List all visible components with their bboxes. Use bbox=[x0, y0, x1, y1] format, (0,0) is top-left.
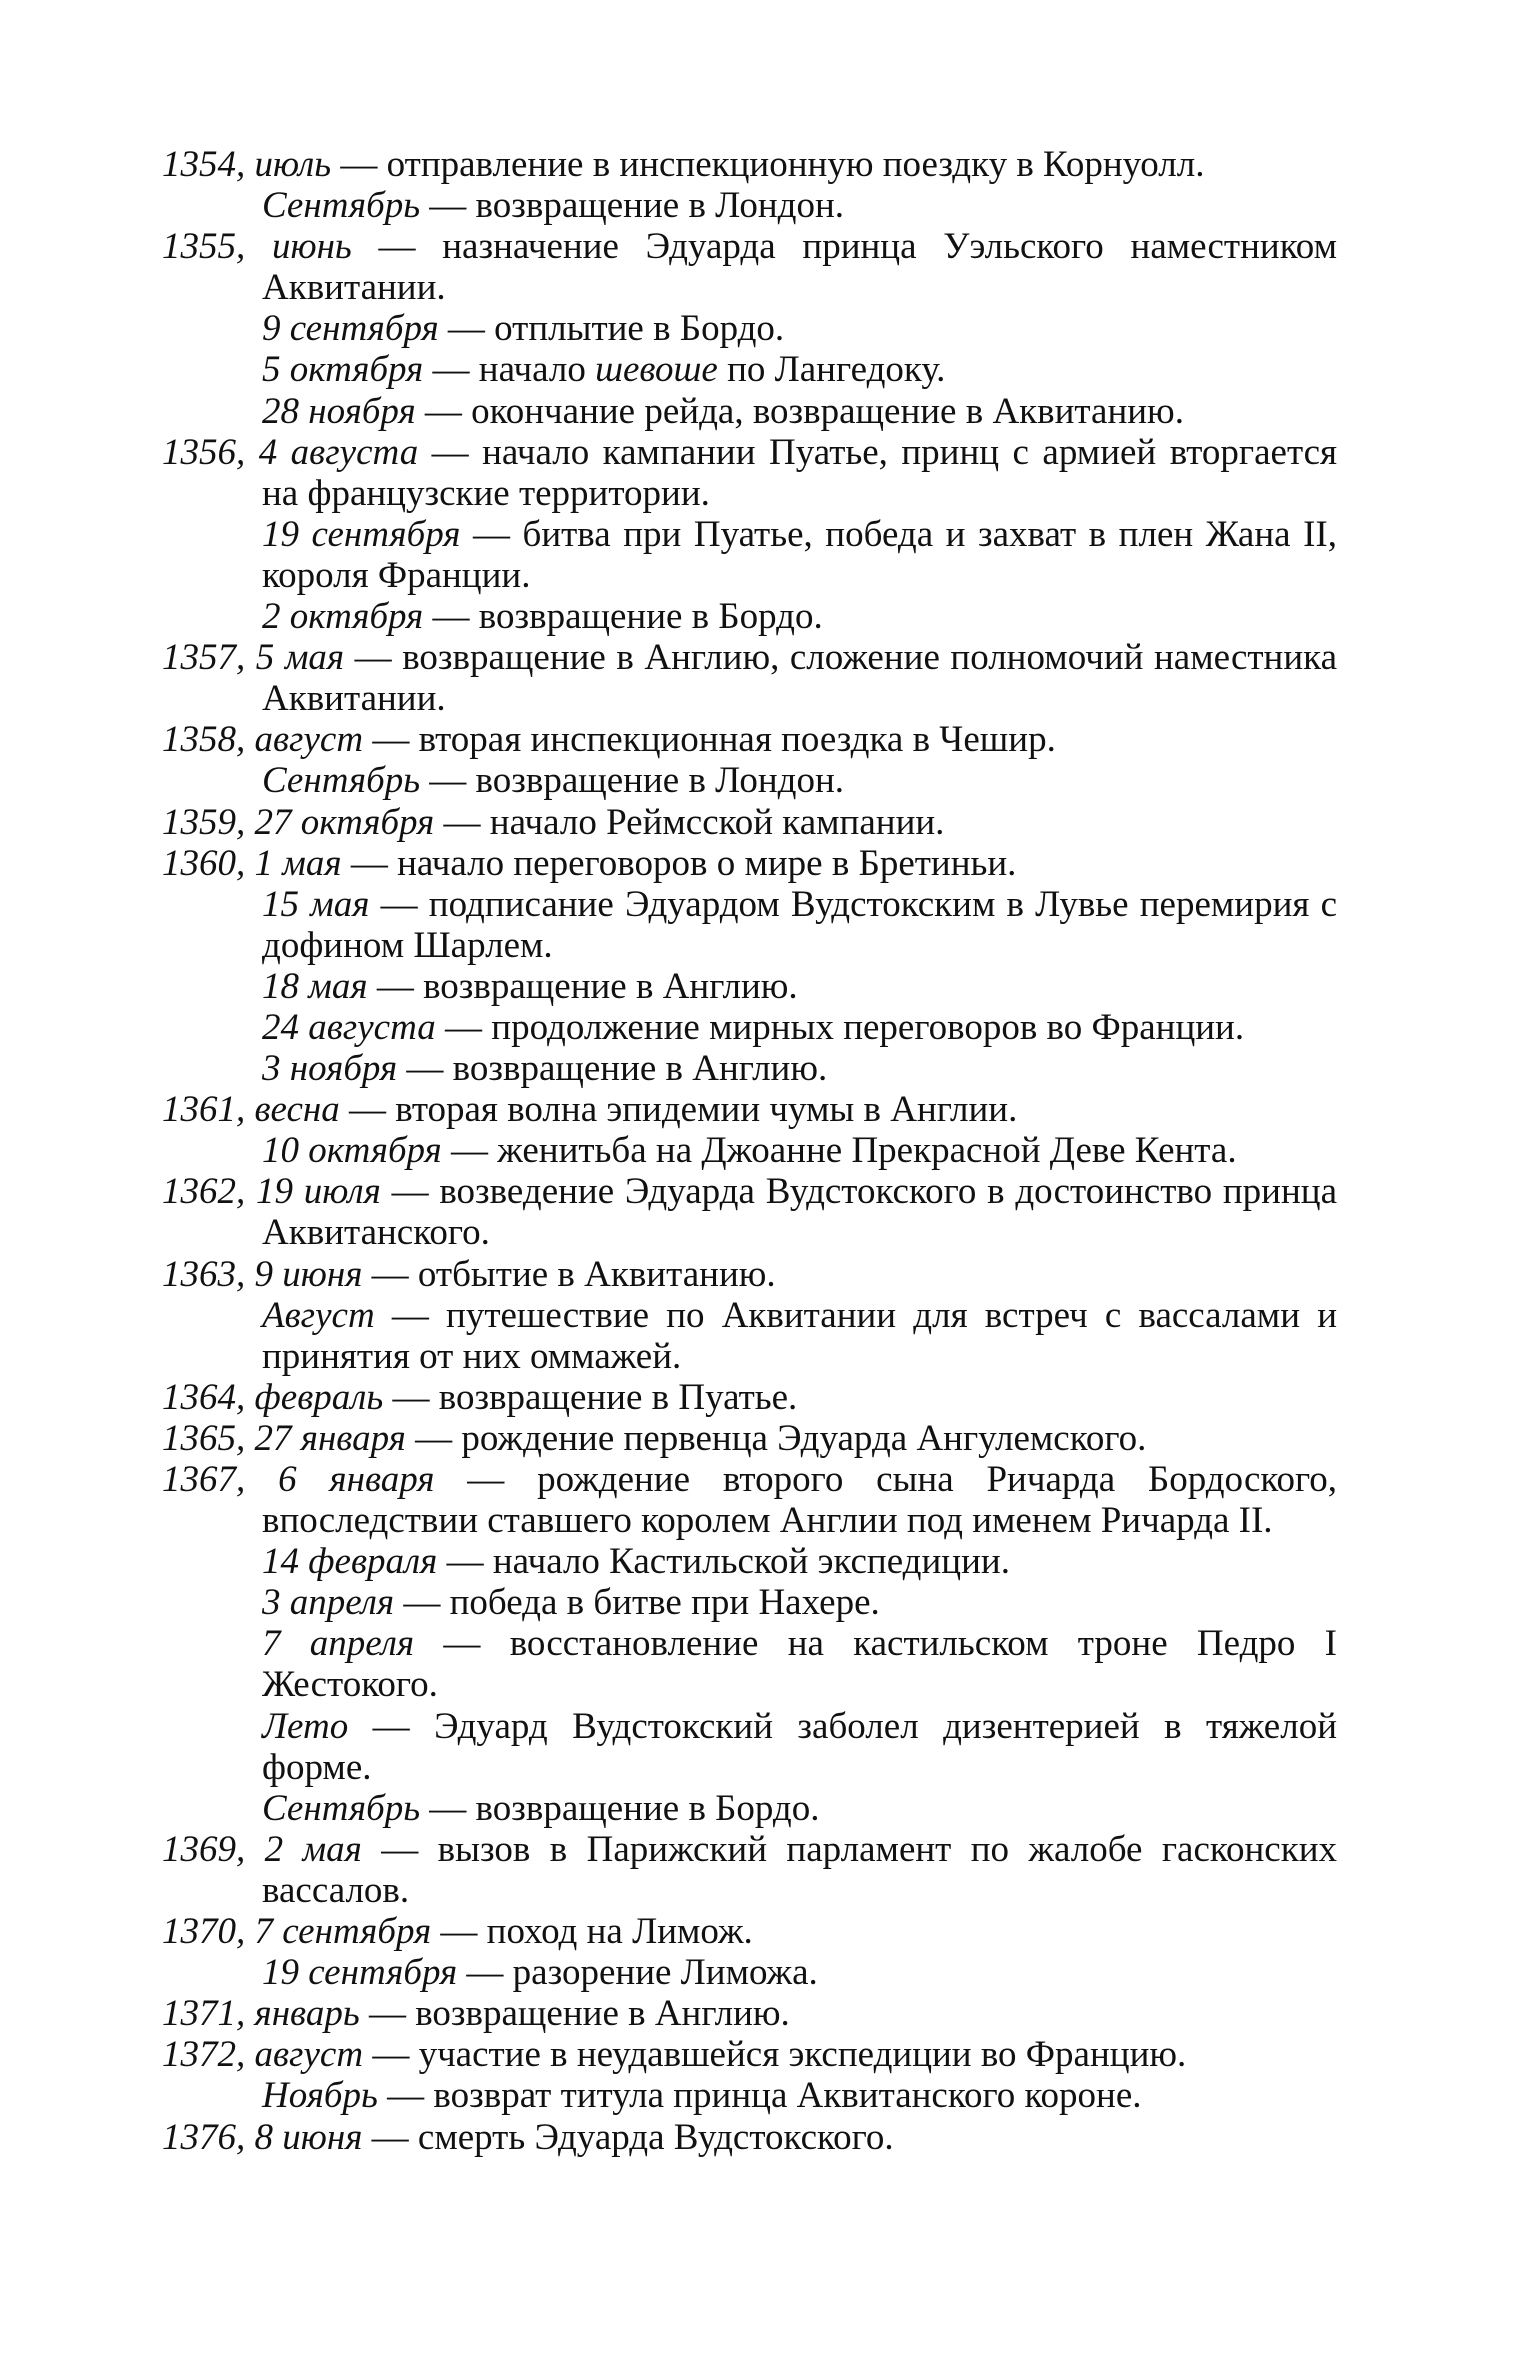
chronology-sub-entry bbox=[162, 966, 1337, 1007]
entry-date: 1363, 9 июня bbox=[162, 1253, 363, 1295]
chronology-sub-entry bbox=[162, 308, 1337, 349]
entry-text: — рождение второго сына Ричарда Бордоского, впоследствии ставшего королем Англии под именем Ричарда II. bbox=[262, 1459, 1337, 1542]
chronology-year-entry bbox=[162, 432, 1337, 514]
entry-text: — возведение Эдуарда Вудстокского в достоинство принца Аквитанского. bbox=[262, 1171, 1337, 1254]
entry-text: — возвращение в Лондон. bbox=[420, 185, 845, 227]
entry-text: — Эдуард Вудстокский заболел дизентерией в тяжелой форме. bbox=[262, 1705, 1337, 1788]
entry-text: — возвращение в Англию, сложение полномочий наместника Аквитании. bbox=[262, 637, 1337, 720]
chronology-year-entry bbox=[162, 719, 1337, 760]
entry-date: Сентябрь bbox=[262, 1787, 421, 1829]
chronology-sub-entry bbox=[162, 1541, 1337, 1582]
entry-date: 2 октября bbox=[262, 596, 424, 638]
entry-date: Сентябрь bbox=[262, 760, 421, 802]
chronology-year-entry bbox=[162, 843, 1337, 884]
entry-text-continued: по Лангедоку. bbox=[717, 349, 946, 391]
entry-date: 1356, 4 августа bbox=[162, 431, 419, 473]
chronology-year-entry bbox=[162, 144, 1337, 185]
entry-date: 3 апреля bbox=[262, 1582, 395, 1624]
chronology-sub-entry bbox=[162, 1706, 1337, 1788]
entry-text: — вторая инспекционная поездка в Чешир. bbox=[363, 719, 1056, 761]
entry-date: 1358, август bbox=[162, 719, 364, 761]
chronology-year-entry bbox=[162, 1418, 1337, 1459]
entry-text: — возвращение в Англию. bbox=[367, 965, 798, 1007]
entry-date: 3 ноября bbox=[262, 1048, 398, 1090]
entry-text: — рождение первенца Эдуарда Ангулемского. bbox=[405, 1417, 1147, 1459]
entry-text: — начало Кастильской экспедиции. bbox=[437, 1541, 1010, 1583]
chronology-list bbox=[162, 144, 1337, 2158]
chronology-sub-entry bbox=[162, 1007, 1337, 1048]
entry-text: — отплытие в Бордо. bbox=[438, 308, 785, 350]
entry-text: — возвращение в Пуатье. bbox=[383, 1376, 798, 1418]
chronology-year-entry bbox=[162, 1254, 1337, 1295]
entry-text: — начало bbox=[423, 349, 596, 391]
chronology-year-entry bbox=[162, 637, 1337, 719]
chronology-sub-entry bbox=[162, 514, 1337, 596]
entry-text: — возвращение в Лондон. bbox=[420, 760, 845, 802]
chronology-sub-entry bbox=[162, 1582, 1337, 1623]
chronology-sub-entry bbox=[162, 1048, 1337, 1089]
entry-date: 14 февраля bbox=[262, 1541, 438, 1583]
entry-date: 15 мая bbox=[262, 883, 370, 925]
entry-text: — возвращение в Бордо. bbox=[420, 1787, 820, 1829]
entry-date: 24 августа bbox=[262, 1006, 436, 1048]
entry-text: — назначение Эдуарда принца Уэльского наместником Аквитании. bbox=[262, 226, 1337, 309]
chronology-year-entry bbox=[162, 1377, 1337, 1418]
entry-date: Ноябрь bbox=[262, 2075, 378, 2117]
entry-date: 1361, весна bbox=[162, 1089, 340, 1131]
entry-date: 18 мая bbox=[262, 965, 368, 1007]
entry-text: — путешествие по Аквитании для встреч с вассалами и принятия от них оммажей. bbox=[262, 1294, 1337, 1377]
entry-text: — возвращение в Англию. bbox=[359, 1993, 790, 2035]
entry-date: 28 ноября bbox=[262, 390, 416, 432]
chronology-sub-entry bbox=[162, 185, 1337, 226]
entry-text: — смерть Эдуарда Вудстокского. bbox=[362, 2116, 894, 2158]
entry-date: 1360, 1 мая bbox=[162, 842, 342, 884]
entry-date: 1364, февраль bbox=[162, 1376, 384, 1418]
entry-date: 1354, июль bbox=[162, 144, 332, 185]
entry-date: Лето bbox=[262, 1705, 349, 1747]
entry-text: — вызов в Парижский парламент по жалобе гасконских вассалов. bbox=[262, 1828, 1338, 1911]
entry-text: — восстановление на кастильском троне Педро I Жестокого. bbox=[262, 1623, 1337, 1706]
entry-text: — поход на Лимож. bbox=[431, 1911, 753, 1953]
entry-date: 19 сентября bbox=[262, 1952, 458, 1994]
entry-text: — битва при Пуатье, победа и захват в плен Жана II, короля Франции. bbox=[262, 513, 1337, 596]
entry-emphasis: шевоше bbox=[595, 349, 718, 391]
entry-text: — начало переговоров о мире в Бретиньи. bbox=[341, 842, 1017, 884]
entry-date: 1357, 5 мая bbox=[162, 637, 345, 679]
chronology-sub-entry bbox=[162, 1788, 1337, 1829]
entry-date: 1369, 2 мая bbox=[162, 1828, 362, 1870]
entry-text: — возвращение в Бордо. bbox=[423, 596, 823, 638]
entry-text: — разорение Лиможа. bbox=[457, 1952, 818, 1994]
chronology-year-entry bbox=[162, 1829, 1337, 1911]
chronology-year-entry bbox=[162, 226, 1337, 308]
entry-date: 1372, август bbox=[162, 2034, 364, 2076]
entry-text: — женитьба на Джоанне Прекрасной Деве Кента. bbox=[441, 1130, 1237, 1172]
entry-date: 1367, 6 января bbox=[162, 1459, 435, 1500]
chronology-year-entry bbox=[162, 1171, 1337, 1253]
entry-date: 1371, январь bbox=[162, 1993, 360, 2035]
chronology-year-entry bbox=[162, 802, 1337, 843]
chronology-year-entry bbox=[162, 2117, 1337, 2158]
entry-date: 5 октября bbox=[262, 349, 424, 391]
chronology-year-entry bbox=[162, 1089, 1337, 1130]
entry-date: Август bbox=[262, 1294, 375, 1336]
entry-text: — начало кампании Пуатье, принц с армией вторгается на французские территории. bbox=[262, 431, 1338, 514]
entry-date: Сентябрь bbox=[262, 185, 421, 227]
chronology-sub-entry bbox=[162, 2075, 1337, 2116]
entry-text: — возвращение в Англию. bbox=[397, 1048, 828, 1090]
chronology-sub-entry bbox=[162, 884, 1337, 966]
chronology-year-entry bbox=[162, 1459, 1337, 1541]
entry-text: — продолжение мирных переговоров во Франции. bbox=[435, 1006, 1245, 1048]
entry-date: 1370, 7 сентября bbox=[162, 1911, 432, 1953]
entry-text: — подписание Эдуардом Вудстокским в Лувье перемирия с дофином Шарлем. bbox=[262, 883, 1338, 966]
entry-text: — участие в неудавшейся экспедиции во Францию. bbox=[363, 2034, 1187, 2076]
chronology-sub-entry bbox=[162, 349, 1337, 390]
chronology-year-entry bbox=[162, 2034, 1337, 2075]
entry-text: — возврат титула принца Аквитанского короне. bbox=[377, 2075, 1142, 2117]
entry-text: — отбытие в Аквитанию. bbox=[362, 1253, 776, 1295]
chronology-year-entry bbox=[162, 1993, 1337, 2034]
entry-date: 1376, 8 июня bbox=[162, 2116, 363, 2158]
chronology-sub-entry bbox=[162, 760, 1337, 801]
chronology-sub-entry bbox=[162, 1295, 1337, 1377]
chronology-sub-entry bbox=[162, 1952, 1337, 1993]
chronology-sub-entry bbox=[162, 596, 1337, 637]
entry-date: 1355, июнь bbox=[162, 226, 352, 268]
entry-date: 1362, 19 июля bbox=[162, 1171, 381, 1213]
chronology-sub-entry bbox=[162, 1130, 1337, 1171]
chronology-year-entry bbox=[162, 1911, 1337, 1952]
entry-date: 7 апреля bbox=[262, 1623, 415, 1665]
entry-date: 9 сентября bbox=[262, 308, 439, 350]
entry-text: — окончание рейда, возвращение в Аквитанию. bbox=[415, 390, 1184, 432]
entry-text: — начало Реймсской кампании. bbox=[434, 801, 945, 843]
chronology-sub-entry bbox=[162, 1623, 1337, 1705]
entry-date: 10 октября bbox=[262, 1130, 442, 1172]
entry-text: — победа в битве при Нахере. bbox=[394, 1582, 880, 1624]
entry-date: 1359, 27 октября bbox=[162, 801, 435, 843]
entry-text: — вторая волна эпидемии чумы в Англии. bbox=[339, 1089, 1018, 1131]
entry-date: 19 сентября bbox=[262, 513, 461, 555]
chronology-sub-entry bbox=[162, 391, 1337, 432]
entry-date: 1365, 27 января bbox=[162, 1417, 406, 1459]
entry-text: — отправление в инспекционную поездку в Корнуолл. bbox=[331, 144, 1205, 185]
